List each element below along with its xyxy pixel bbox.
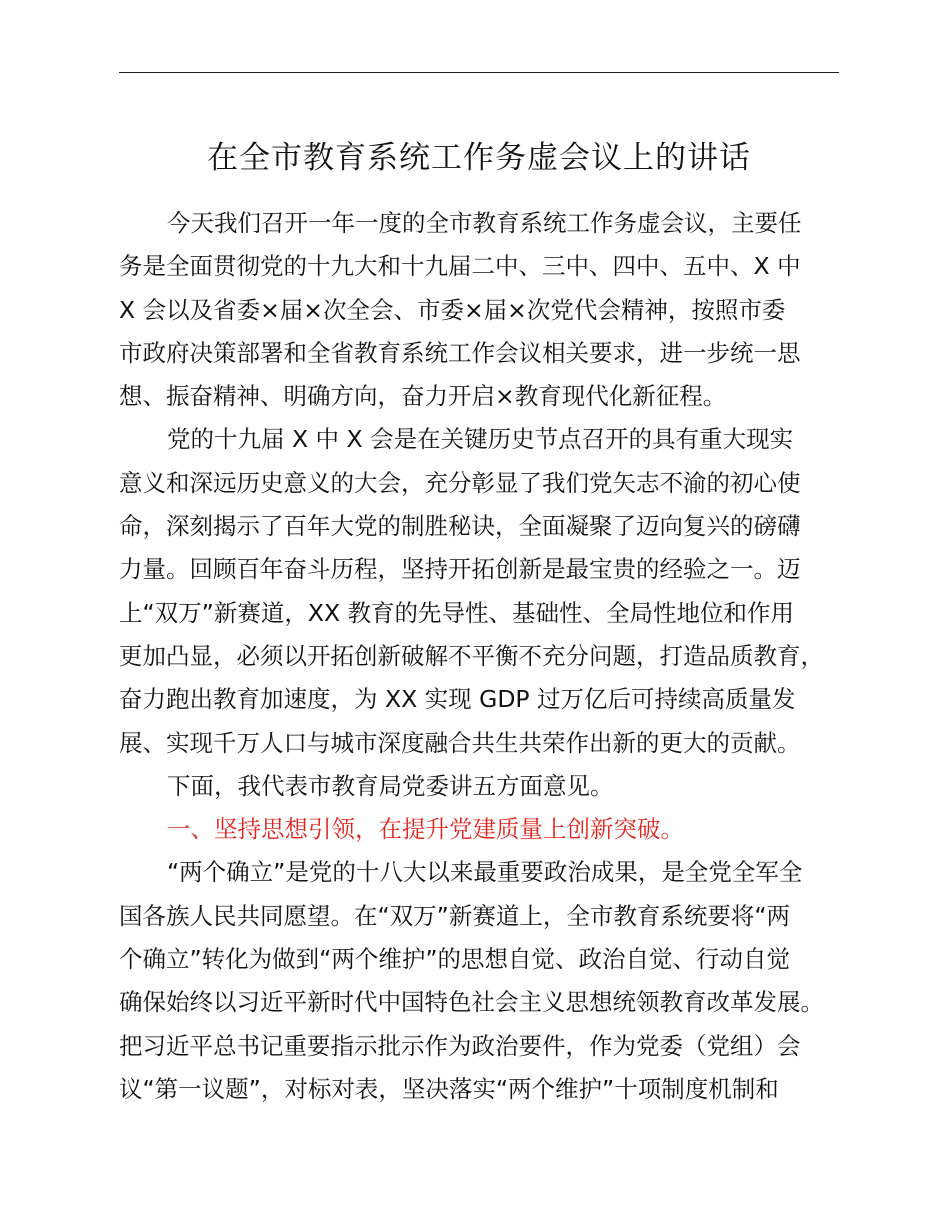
speech-body	[119, 202, 859, 1111]
paragraph-line: 确保始终以习近平新时代中国特色社会主义思想统领教育改革发展。	[119, 988, 824, 1017]
paragraph-line: 国各族人民共同愿望。在“双万”新赛道上，全市教育系统要将“两	[119, 901, 791, 930]
page-title: 在全市教育系统工作务虚会议上的讲话	[207, 140, 751, 176]
paragraph-line: 个确立”转化为做到“两个维护”的思想自觉、政治自觉、行动自觉	[119, 945, 791, 974]
paragraph-line: 力量。回顾百年奋斗历程，坚持开拓创新是最宝贵的经验之一。迈	[119, 555, 801, 584]
paragraph-line: 上“双万”新赛道，XX 教育的先导性、基础性、全局性地位和作用	[119, 598, 795, 627]
paragraph-line: 市政府决策部署和全省教育系统工作会议相关要求，进一步统一思	[119, 338, 801, 367]
paragraph-line: 奋力跑出教育加速度，为 XX 实现 GDP 过万亿后可持续高质量发	[119, 685, 796, 714]
section-heading: 一、坚持思想引领，在提升党建质量上创新突破。	[167, 815, 684, 844]
paragraph-line: 想、振奋精神、明确方向，奋力开启×教育现代化新征程。	[119, 382, 727, 411]
paragraph-line: 命，深刻揭示了百年大党的制胜秘诀，全面凝聚了迈向复兴的磅礴	[119, 512, 801, 541]
top-rule-divider	[119, 72, 839, 73]
paragraph-line: 党的十九届 X 中 X 会是在关键历史节点召开的具有重大现实	[167, 425, 794, 454]
paragraph-line: 意义和深远历史意义的大会，充分彰显了我们党矢志不渝的初心使	[119, 468, 801, 497]
paragraph-line: 议“第一议题”，对标对表，坚决落实“两个维护”十项制度机制和	[119, 1074, 779, 1103]
paragraph-line: X 会以及省委×届×次全会、市委×届×次党代会精神，按照市委	[119, 295, 786, 324]
paragraph-line: 更加凸显，必须以开拓创新破解不平衡不充分问题，打造品质教育，	[119, 641, 824, 670]
paragraph-line: “两个确立”是党的十八大以来最重要政治成果，是全党全军全	[167, 858, 803, 887]
paragraph-line: 下面，我代表市教育局党委讲五方面意见。	[167, 771, 614, 800]
paragraph-line: 今天我们召开一年一度的全市教育系统工作务虚会议，主要任	[167, 209, 802, 237]
paragraph-line: 务是全面贯彻党的十九大和十九届二中、三中、四中、五中、X 中	[119, 252, 801, 281]
paragraph-line: 把习近平总书记重要指示批示作为政治要件，作为党委（党组）会	[119, 1031, 801, 1060]
paragraph-line: 展、实现千万人口与城市深度融合共生共荣作出新的更大的贡献。	[119, 728, 801, 757]
